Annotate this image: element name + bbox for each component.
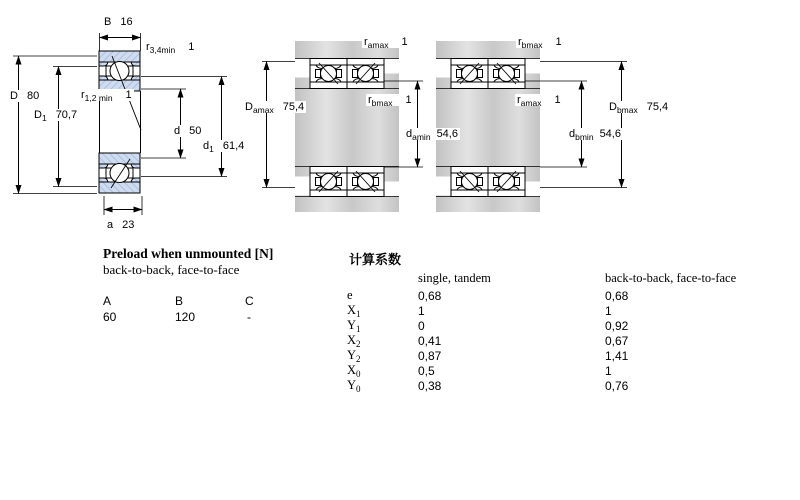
dim-base: D (609, 101, 617, 113)
dim-value: 54,6 (599, 128, 621, 140)
dim-label-D (8, 90, 41, 102)
dim-base: d (569, 128, 576, 140)
dim-base: a (107, 219, 114, 231)
dim-base: D (10, 90, 18, 102)
factors-title: 计算系数 (349, 252, 402, 267)
dim-sub: 1,2 min (84, 93, 113, 103)
dim-label-r12 (79, 89, 134, 101)
dim-sub: amax (252, 105, 274, 115)
dim-value: 61,4 (222, 140, 245, 152)
dim-a (104, 196, 142, 215)
factor-paired-Y0: 0,76 (605, 379, 629, 393)
dim-base: d (203, 140, 210, 152)
factors-col-back-to-back: back-to-back, face-to-face (605, 271, 737, 285)
dim-value: 1 (125, 89, 132, 101)
dim-sub: amin (412, 132, 431, 142)
factor-label-X2: $X_2$ (347, 333, 361, 349)
dim-sub: 1 (209, 144, 214, 154)
factors-col-single-tandem: single, tandem (418, 271, 491, 285)
dim-value: 23 (122, 219, 135, 231)
dim-sub: bmin (575, 132, 594, 142)
dim-label-a (107, 219, 134, 231)
dim-d (141, 89, 186, 158)
dim-label-r34 (146, 41, 194, 53)
dim-value: 1 (188, 41, 195, 53)
factor-label-X1: $X_1$ (347, 303, 361, 319)
dim-base: r (518, 36, 522, 48)
dim-label-rbmax-2 (516, 36, 564, 48)
factor-single-e: 0,68 (418, 289, 442, 303)
preload-value-c: - (247, 310, 251, 324)
dim-sub: amax (520, 98, 542, 108)
dim-B (100, 33, 141, 51)
dim-value: 1 (405, 94, 412, 106)
preload-subtitle: back-to-back, face-to-face (103, 262, 240, 277)
dim-Damax (262, 62, 295, 188)
factor-single-Y1: 0 (418, 319, 425, 333)
factor-single-X0: 0,5 (418, 364, 435, 378)
dim-value: 1 (401, 36, 408, 48)
factor-paired-Y1: 0,92 (605, 319, 629, 333)
dim-Dbmax (540, 62, 627, 188)
dim-label-Damax (243, 101, 306, 113)
factor-single-X1: 1 (418, 304, 425, 318)
dim-value: 54,6 (436, 128, 458, 140)
dim-label-ramax (362, 36, 410, 48)
dim-D (13, 56, 97, 194)
dim-base: d (174, 125, 181, 137)
dim-base: r (146, 41, 150, 53)
dim-sub: bmax (616, 105, 638, 115)
preload-title: Preload when unmounted [N] (103, 246, 274, 261)
factor-paired-X1: 1 (605, 304, 612, 318)
dim-label-ramax-2 (515, 94, 563, 106)
factor-single-Y0: 0,38 (418, 379, 442, 393)
dim-label-d1 (201, 140, 246, 152)
factor-paired-Y2: 1,41 (605, 349, 629, 363)
dim-sub: 1 (41, 113, 47, 123)
dim-base: D (245, 101, 253, 113)
dim-base: d (406, 128, 413, 140)
dim-value: 80 (26, 90, 40, 102)
factor-single-X2: 0,41 (418, 334, 442, 348)
dim-base: r (364, 36, 368, 48)
dim-sub: 3,4min (149, 45, 176, 55)
factor-paired-X2: 0,67 (605, 334, 629, 348)
dim-value: 70,7 (55, 109, 78, 121)
figure-single-bearing (13, 33, 227, 215)
factor-label-e: e (347, 288, 353, 302)
preload-value-a: 60 (103, 310, 117, 324)
factor-label-Y2: $Y_2$ (347, 348, 361, 364)
dim-value: 1 (554, 94, 561, 106)
dim-sub: bmax (371, 98, 393, 108)
dim-label-D1 (32, 109, 79, 121)
dim-sub: amax (367, 40, 389, 50)
preload-col-a: A (103, 294, 112, 308)
factor-label-Y1: $Y_1$ (347, 318, 361, 334)
dim-base: r (517, 94, 521, 106)
preload-col-b: B (175, 294, 184, 308)
factor-label-X0: $X_0$ (347, 363, 361, 379)
figure-face-to-face-pair (436, 41, 627, 212)
dim-base: r (81, 89, 85, 101)
dim-label-dbmin (567, 128, 623, 140)
factor-label-Y0: $Y_0$ (347, 378, 361, 394)
dim-value: 75,4 (282, 101, 305, 113)
dim-base: B (104, 16, 112, 28)
factor-single-Y2: 0,87 (418, 349, 442, 363)
dim-value: 16 (120, 16, 133, 28)
factor-paired-e: 0,68 (605, 289, 629, 303)
dim-base: r (368, 94, 372, 106)
dim-D1 (53, 67, 97, 187)
factor-paired-X0: 1 (605, 364, 612, 378)
dim-base: D (34, 109, 42, 121)
dim-label-B (104, 16, 133, 28)
dim-value: 50 (189, 125, 202, 137)
preload-value-b: 120 (175, 310, 196, 324)
preload-col-c: C (245, 294, 254, 308)
dim-value: 1 (555, 36, 562, 48)
dim-label-Dbmax (607, 101, 670, 113)
dim-sub: bmax (521, 40, 543, 50)
dim-label-damin (404, 128, 460, 140)
dim-label-d (172, 125, 203, 137)
figure-back-to-back-pair (262, 41, 423, 212)
dim-value: 75,4 (646, 101, 669, 113)
dim-label-rbmax (366, 94, 414, 106)
